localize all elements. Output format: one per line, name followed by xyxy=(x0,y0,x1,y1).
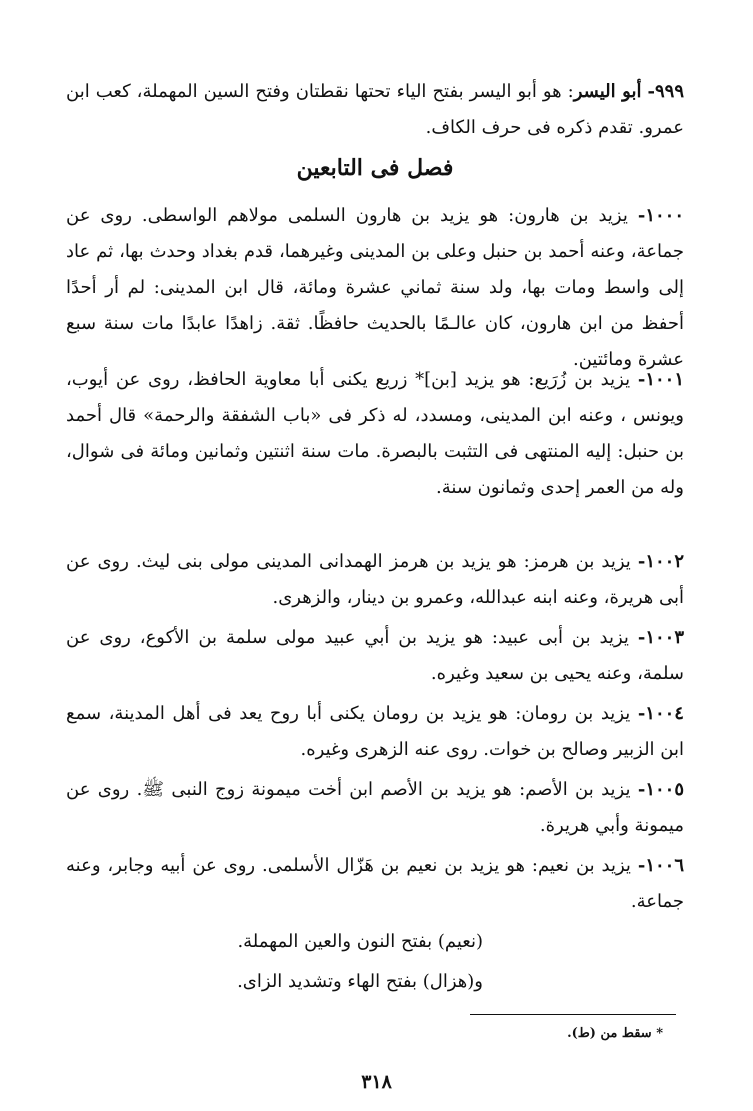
entry-number: ١٠٠٠- xyxy=(637,205,684,226)
note-hazzal: و(هزال) بفتح الهاء وتشديد الزاى. xyxy=(237,971,483,992)
entry-text: : هو أبو اليسر بفتح الياء تحتها نقطتان وفتح السين المهملة، كعب ابن عمرو. تقدم ذكره فى حرف الكاف. xyxy=(66,81,684,138)
entry-name: يزيد بن نعيم xyxy=(537,855,631,876)
entry-999 xyxy=(66,74,684,146)
footnote-divider xyxy=(470,1014,676,1015)
entry-1001 xyxy=(66,362,684,506)
footnote: * سقط من (ط). xyxy=(567,1026,663,1041)
page-number: ٣١٨ xyxy=(361,1071,392,1093)
entry-text: : هو يزيد بن هرمز الهمدانى المدينى مولى بنى ليث. روى عن أبى هريرة، وعنه ابنه عبدالله، وعمرو بن دينار، والزهرى. xyxy=(66,551,684,608)
entry-1006 xyxy=(66,848,684,920)
entry-number: ١٠٠٢- xyxy=(637,551,684,572)
entry-text: : هو يزيد بن الأصم ابن أخت ميمونة زوج النبى ﷺ. روى عن ميمونة وأبي هريرة. xyxy=(66,779,684,836)
entry-name: يزيد بن هرمز xyxy=(529,551,631,572)
entry-name: يزيد بن الأصم xyxy=(525,779,631,800)
entry-name: يزيد بن زُرَيع xyxy=(534,369,631,390)
entry-name: يزيد بن أبى عبيد xyxy=(497,627,629,648)
entry-number: ١٠٠١- xyxy=(637,369,684,390)
entry-1002 xyxy=(66,544,684,616)
entry-number: ١٠٠٤- xyxy=(637,703,684,724)
section-heading: فصل فى التابعين xyxy=(296,155,454,181)
entry-text: : هو يزيد بن نعيم بن هَزّال الأسلمى. روى عن أبيه وجابر، وعنه جماعة. xyxy=(66,855,684,912)
entry-1003 xyxy=(66,620,684,692)
entry-text: : هو يزيد بن أبي عبيد مولى سلمة بن الأكوع، روى عن سلمة، وعنه يحيى بن سعيد وغيره. xyxy=(66,627,684,684)
entry-number: ١٠٠٦- xyxy=(637,855,684,876)
entry-number: ٩٩٩- xyxy=(647,81,684,102)
entry-1005 xyxy=(66,772,684,844)
entry-number: ١٠٠٥- xyxy=(637,779,684,800)
entry-1004 xyxy=(66,696,684,768)
note-naim: (نعيم) بفتح النون والعين المهملة. xyxy=(237,931,483,952)
entry-name: يزيد بن هارون xyxy=(514,205,628,226)
entry-name: يزيد بن رومان xyxy=(521,703,631,724)
entry-name: أبو اليسر xyxy=(573,81,642,102)
entry-number: ١٠٠٣- xyxy=(637,627,684,648)
entry-text: : هو يزيد بن هارون السلمى مولاهم الواسطى. روى عن جماعة، وعنه أحمد بن حنبل وعلى بن المدينى وغيرهما، قدم بغداد وحدث بها، ثم عاد إلى واسط ومات بها، ولد سنة ثماني عشرة ومائة، قال ابن المدينى: لم أر أحدًا أحفظ من ابن هارون، كان عالـمًا بالحديث حافظًا. ثقة. زاهدًا عابدًا مات سنة سبع عشرة ومائتين. xyxy=(66,205,684,370)
entry-text: : هو يزيد بن رومان يكنى أبا روح يعد فى أهل المدينة، سمع ابن الزبير وصالح بن خوات. روى عنه الزهرى وغيره. xyxy=(66,703,684,760)
entry-1000 xyxy=(66,198,684,378)
entry-text: : هو يزيد [بن]* زريع يكنى أبا معاوية الحافظ، روى عن أيوب، ويونس ، وعنه ابن المدينى، ومسدد، له ذكر فى «باب الشفقة والرحمة» قال أحمد بن حنبل: إليه المنتهى فى التثبت بالبصرة. مات سنة اثنتين وثمانين ومائة فى شوال، وله من العمر إحدى وثمانون سنة. xyxy=(66,369,684,498)
